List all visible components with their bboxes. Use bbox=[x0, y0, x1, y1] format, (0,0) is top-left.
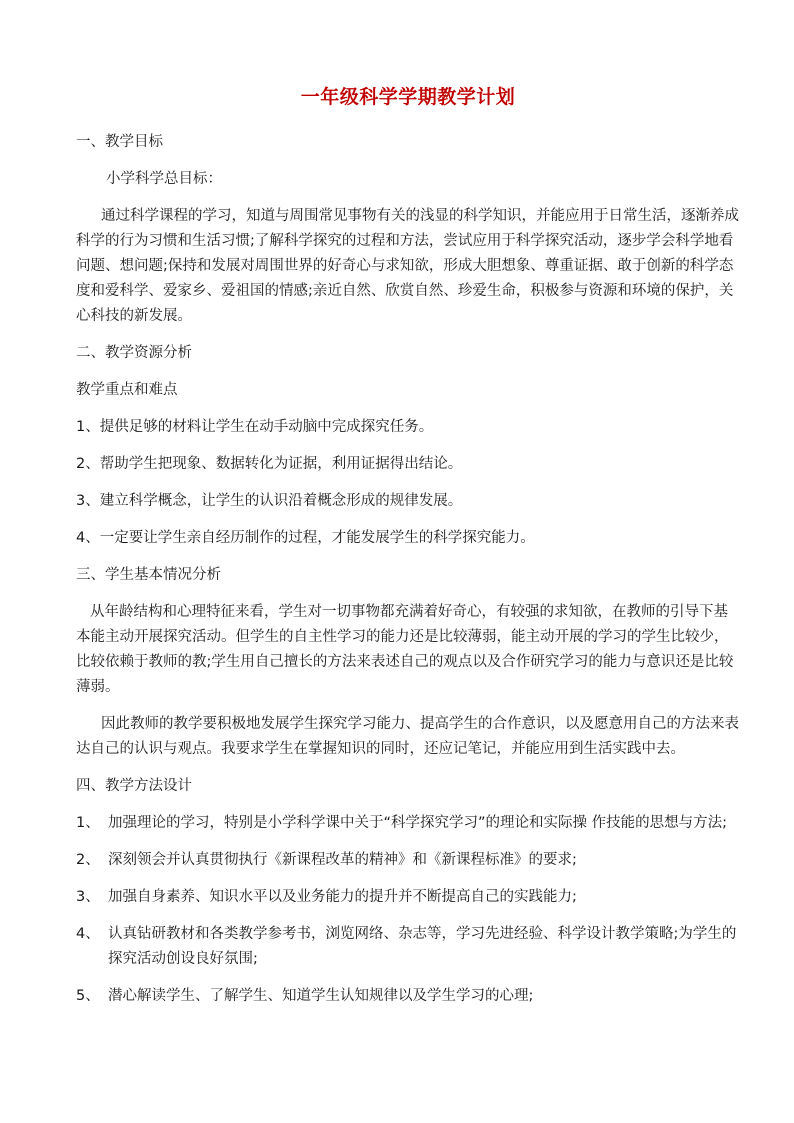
section-2-subheading: 教学重点和难点 bbox=[76, 382, 178, 398]
section-4-item bbox=[76, 848, 740, 873]
list-item-number: 2、 bbox=[76, 852, 100, 868]
section-2-item-4: 4、一定要让学生亲自经历制作的过程，才能发展学生的科学探究能力。 bbox=[76, 530, 535, 546]
page-title: 一年级科学学期教学计划 bbox=[300, 86, 516, 108]
list-item-text: 认真钻研教材和各类教学参考书，浏览网络、杂志等，学习先进经验、科学设计教学策略;为学生的探究活动创设良好氛围; bbox=[108, 926, 737, 967]
section-3-paragraph-1: 从年龄结构和心理特征来看，学生对一切事物都充满着好奇心，有较强的求知欲，在教师的引导下基本能主动开展探究活动。但学生的自主性学习的能力还是比较薄弱，能主动开展的学习的学生比较少，比较依赖于教师的教;学生用自己擅长的方法来表述自己的观点以及合作研究学习的能力与意识还是比较薄弱。 bbox=[76, 604, 734, 695]
section-4-item bbox=[76, 811, 740, 836]
list-item-number: 3、 bbox=[76, 889, 100, 905]
section-2-heading: 二、教学资源分析 bbox=[76, 345, 192, 361]
section-4-item bbox=[76, 922, 740, 972]
section-3-paragraph-2: 因此教师的教学要积极地发展学生探究学习能力、提高学生的合作意识，以及愿意用自己的方法来表达自己的认识与观点。我要求学生在掌握知识的同时，还应记笔记，并能应用到生活实践中去。 bbox=[76, 716, 739, 757]
list-item-text: 加强理论的学习，特别是小学科学课中关于“科学探究学习”的理论和实际操 作技能的思想与方法; bbox=[108, 815, 728, 831]
section-1-paragraph: 通过科学课程的学习，知道与周围常见事物有关的浅显的科学知识，并能应用于日常生活，逐渐养成科学的行为习惯和生活习惯;了解科学探究的过程和方法，尝试应用于科学探究活动，逐步学会科学地看问题、想问题;保持和发展对周围世界的好奇心与求知欲，形成大胆想象、尊重证据、敢于创新的科学态度和爱科学、爱家乡、爱祖国的情感;亲近自然、欣赏自然、珍爱生命，积极参与资源和环境的保护，关心科技的新发展。 bbox=[76, 208, 739, 324]
list-item-text: 深刻领会并认真贯彻执行《新课程改革的精神》和《新课程标准》的要求; bbox=[108, 852, 577, 868]
list-item-text: 加强自身素养、知识水平以及业务能力的提升并不断提高自己的实践能力; bbox=[108, 889, 577, 905]
section-4-heading: 四、教学方法设计 bbox=[76, 778, 192, 794]
section-2-item-3: 3、建立科学概念，让学生的认识沿着概念形成的规律发展。 bbox=[76, 493, 463, 509]
section-1-heading: 一、教学目标 bbox=[76, 134, 163, 150]
section-2-item-2: 2、帮助学生把现象、数据转化为证据，利用证据得出结论。 bbox=[76, 456, 463, 472]
section-4-item bbox=[76, 984, 740, 1009]
section-2-item-1: 1、提供足够的材料让学生在动手动脑中完成探究任务。 bbox=[76, 419, 434, 435]
list-item-number: 5、 bbox=[76, 988, 100, 1004]
section-4-item bbox=[76, 885, 740, 910]
list-item-number: 1、 bbox=[76, 815, 100, 831]
list-item-number: 4、 bbox=[76, 926, 100, 942]
section-3-heading: 三、学生基本情况分析 bbox=[76, 567, 221, 583]
list-item-text: 潜心解读学生、了解学生、知道学生认知规律以及学生学习的心理; bbox=[108, 988, 534, 1004]
section-1-subheading: 小学科学总目标： bbox=[106, 171, 222, 187]
